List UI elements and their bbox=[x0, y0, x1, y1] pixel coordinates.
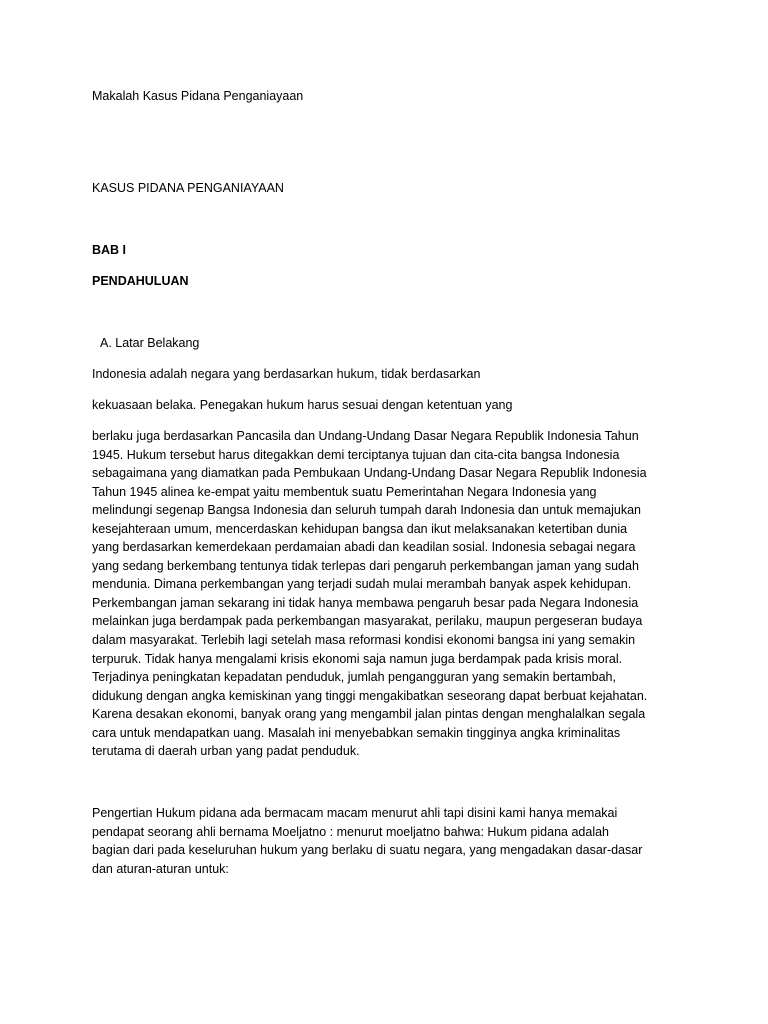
paragraph-4-line: pendapat seorang ahli bernama Moeljatno : menurut moeljatno bahwa: Hukum pidana adalah bbox=[92, 824, 610, 839]
paragraph-3-line: dalam masyarakat. Terlebih lagi setelah masa reformasi kondisi ekonomi bangsa ini yang semakin bbox=[92, 633, 636, 648]
paragraph-3-line: terutama di daerah urban yang padat penduduk. bbox=[92, 744, 360, 759]
paragraph-2: kekuasaan belaka. Penegakan hukum harus sesuai dengan ketentuan yang bbox=[92, 398, 513, 412]
paragraph-3-line: didukung dengan angka kemiskinan yang tinggi mengakibatkan seseorang dapat berbuat kejahatan. bbox=[92, 688, 648, 703]
paragraph-3-line: sebagaimana yang diamatkan pada Pembukaan Undang-Undang Dasar Negara Republik Indonesia bbox=[92, 466, 647, 481]
paragraph-3-line: yang sedang berkembang tentunya tidak terlepas dari pengaruh perkembangan jaman yang sudah bbox=[92, 558, 639, 573]
chapter-label: BAB I bbox=[92, 243, 127, 257]
paragraph-3-line: Karena desakan ekonomi, banyak orang yang mengambil jalan pintas dengan menghalalkan segala bbox=[92, 707, 646, 722]
paragraph-3-line: cara untuk mendapatkan uang. Masalah ini menyebabkan semakin tingginya angka kriminalitas bbox=[92, 725, 621, 740]
paragraph-3 bbox=[92, 427, 682, 761]
chapter-title: PENDAHULUAN bbox=[92, 274, 189, 288]
paragraph-3-line: yang berdasarkan kemerdekaan perdamaian abadi dan keadilan sosial. Indonesia sebagai negara bbox=[92, 540, 636, 555]
paragraph-3-line: kesejahteraan umum, mencerdaskan kehidupan bangsa dan ikut melaksanakan ketertiban dunia bbox=[92, 521, 628, 536]
paragraph-3-line: melindungi segenap Bangsa Indonesia dan seluruh tumpah darah Indonesia dan untuk memajukan bbox=[92, 503, 641, 518]
paragraph-4-line: dan aturan-aturan untuk: bbox=[92, 861, 229, 876]
section-heading: A. Latar Belakang bbox=[100, 336, 200, 350]
paragraph-3-line: Terjadinya peningkatan kepadatan penduduk, jumlah pengangguran yang semakin bertambah, bbox=[92, 670, 616, 685]
case-title: KASUS PIDANA PENGANIAYAAN bbox=[92, 181, 284, 195]
paragraph-3-line: melainkan juga berdampak pada perkembangan masyarakat, perilaku, maupun pergeseran budaya bbox=[92, 614, 643, 629]
paragraph-3-line: berlaku juga berdasarkan Pancasila dan Undang-Undang Dasar Negara Republik Indonesia Tahun bbox=[92, 429, 639, 443]
paragraph-4-line: bagian dari pada keseluruhan hukum yang berlaku di suatu negara, yang mengadakan dasar-dasar bbox=[92, 843, 643, 858]
paragraph-4 bbox=[92, 804, 682, 878]
paragraph-4-line: Pengertian Hukum pidana ada bermacam macam menurut ahli tapi disini kami hanya memakai bbox=[92, 806, 618, 820]
paragraph-3-line: mendunia. Dimana perkembangan yang terjadi sudah mulai merambah banyak aspek kehidupan. bbox=[92, 577, 632, 592]
paragraph-3-line: terpuruk. Tidak hanya mengalami krisis ekonomi saja namun juga berdampak pada krisis moral. bbox=[92, 651, 623, 666]
paragraph-1: Indonesia adalah negara yang berdasarkan hukum, tidak berdasarkan bbox=[92, 367, 481, 381]
paragraph-3-line: Perkembangan jaman sekarang ini tidak hanya membawa pengaruh besar pada Negara Indonesia bbox=[92, 595, 639, 610]
paragraph-3-line: 1945. Hukum tersebut harus ditegakkan demi terciptanya tujuan dan cita-cita bangsa Indonesia bbox=[92, 447, 620, 462]
document-title: Makalah Kasus Pidana Penganiayaan bbox=[92, 89, 304, 103]
paragraph-3-line: Tahun 1945 alinea ke-empat yaitu membentuk suatu Pemerintahan Negara Indonesia yang bbox=[92, 484, 597, 499]
